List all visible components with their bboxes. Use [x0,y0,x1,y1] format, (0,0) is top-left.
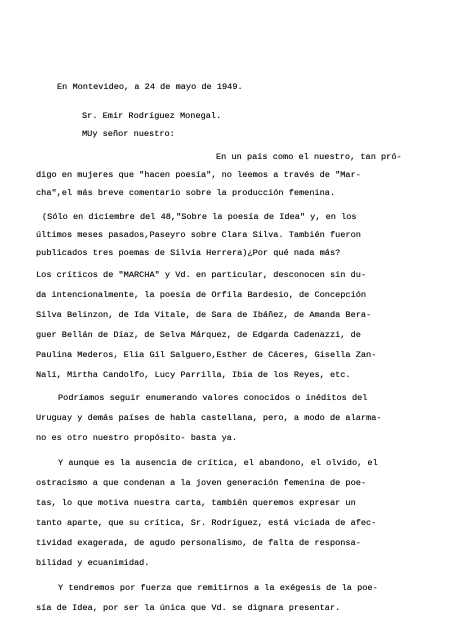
body-line: (Sólo en diciembre del 48,"Sobre la poesía de Idea" y, en los [42,212,357,222]
dateline: En Montevideo, a 24 de mayo de 1949. [57,82,243,92]
body-line: publicados tres poemas de Silvia Herrera)¿Por qué nada más? [36,248,341,258]
body-line: digo en mujeres que "hacen poesía", no leemos a través de "Mar- [36,170,361,180]
body-line: tas, lo que motiva nuestra carta, también queremos expresar un [36,498,356,508]
body-line: Podríamos seguir enumerando valores conocidos o inéditos del [58,393,368,403]
body-line: tanto aparte, que su crítica, Sr. Rodríguez, está viciada de afec- [36,518,377,528]
body-line: Los críticos de "MARCHA" y Vd. en particular, desconocen sin du- [36,270,367,280]
salutation: MUy señor nuestro: [82,129,175,139]
recipient: Sr. Emir Rodríguez Monegal. [82,111,222,121]
body-line: Nali, Mirtha Candolfo, Lucy Parrilla, Ibia de los Reyes, etc. [36,370,351,380]
body-line: tividad exagerada, de agudo personalismo, de falta de responsa- [36,538,361,548]
body-line: Paulina Mederos, Elia Gil Salguero,Esther de Cáceres, Gisella Zan- [36,350,377,360]
body-line: no es otro nuestro propósito- basta ya. [36,433,238,443]
body-line: sía de Idea, por ser la única que Vd. se dignara presentar. [36,603,341,613]
body-line: ostracismo a que condenan a la joven generación femenina de poe- [36,478,367,488]
body-line: Silva Belinzon, de Ida Vitale, de Sara de Ibáñez, de Amanda Bera- [36,310,372,320]
body-line: Y tendremos por fuerza que remitirnos a la exégesis de la poe- [58,583,378,593]
body-line: cha",el más breve comentario sobre la producción femenina. [36,188,336,198]
body-line: Y aunque es la ausencia de crítica, el abandono, el olvido, el [58,458,378,468]
body-line: últimos meses pasados,Paseyro sobre Clara Silva. También fueron [36,230,361,240]
body-line: guer Bellán de Díaz, de Selva Márquez, de Edgarda Cadenazzi, de [36,330,361,340]
body-line: bilidad y ecuanimidad. [36,558,150,568]
body-line: da intencionalmente, la poesía de Orfila Bardesio, de Concepción [36,290,367,300]
body-line: Uruguay y demás países de habla castellana, pero, a modo de alarma- [36,413,382,423]
body-line: En un país como el nuestro, tan pró- [216,152,402,162]
